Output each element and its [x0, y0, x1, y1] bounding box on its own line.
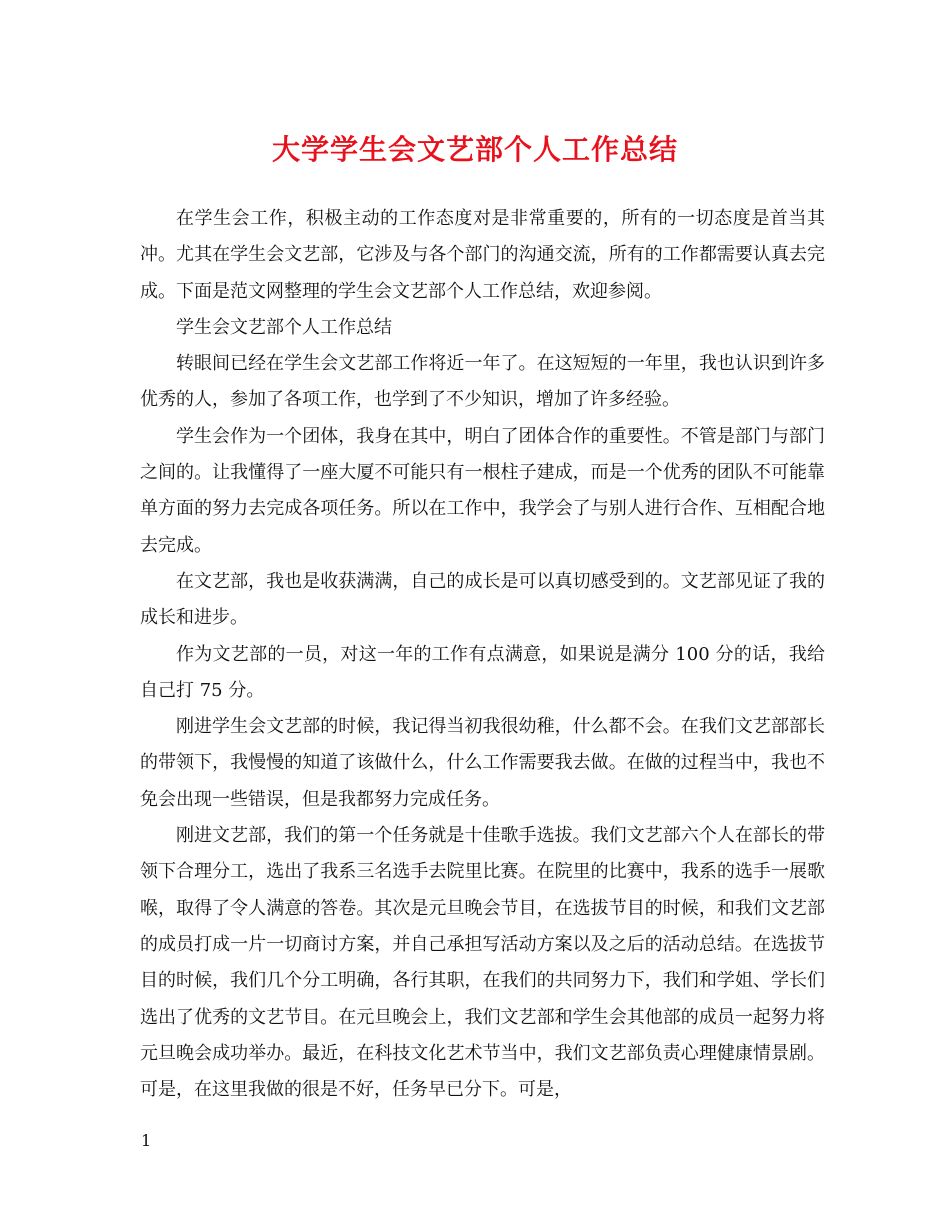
paragraph-teamwork: 学生会作为一个团体，我身在其中，明白了团体合作的重要性。不管是部门与部门之间的。让我懂得了一座大厦不可能只有一根柱子建成，而是一个优秀的团队不可能靠单方面的努力去完成各项任务。所以在工作中，我学会了与别人进行合作、互相配合地去完成。 [140, 425, 825, 556]
paragraph-opening: 转眼间已经在学生会文艺部工作将近一年了。在这短短的一年里，我也认识到许多优秀的人，参加了各项工作，也学到了不少知识，增加了许多经验。 [140, 353, 825, 411]
paragraph-score: 作为文艺部的一员，对这一年的工作有点满意，如果说是满分 100 分的话，我给自己打 75 分。 [140, 643, 825, 701]
document-body [140, 201, 825, 1108]
paragraph-tasks: 刚进文艺部，我们的第一个任务就是十佳歌手选拔。我们文艺部六个人在部长的带领下合理分工，选出了我系三名选手去院里比赛。在院里的比赛中，我系的选手一展歌喉，取得了令人满意的答卷。其次是元旦晚会节目，在选拔节目的时候，和我们文艺部的成员打成一片一切商讨方案，并自己承担写活动方案以及之后的活动总结。在选拔节目的时候，我们几个分工明确，各行其职，在我们的共同努力下，我们和学姐、学长们选出了优秀的文艺节目。在元旦晚会上，我们文艺部和学生会其他部的成员一起努力将元旦晚会成功举办。最近，在科技文化艺术节当中，我们文艺部负责心理健康情景剧。可是，在这里我做的很是不好，任务早已分下。可是， [140, 825, 825, 1101]
paragraph-beginning: 刚进学生会文艺部的时候，我记得当初我很幼稚，什么都不会。在我们文艺部部长的带领下，我慢慢的知道了该做什么，什么工作需要我去做。在做的过程当中，我也不免会出现一些错误，但是我都努力完成任务。 [140, 716, 825, 810]
paragraph-subtitle: 学生会文艺部个人工作总结 [176, 316, 392, 338]
page-number: 1 [141, 1131, 152, 1150]
paragraph-intro: 在学生会工作，积极主动的工作态度对是非常重要的，所有的一切态度是首当其冲。尤其在学生会文艺部，它涉及与各个部门的沟通交流，所有的工作都需要认真去完成。下面是范文网整理的学生会文艺部个人工作总结，欢迎参阅。 [140, 208, 825, 302]
document-title: 大学学生会文艺部个人工作总结 [271, 133, 678, 166]
paragraph-growth: 在文艺部，我也是收获满满，自己的成长是可以真切感受到的。文艺部见证了我的成长和进步。 [140, 570, 825, 629]
